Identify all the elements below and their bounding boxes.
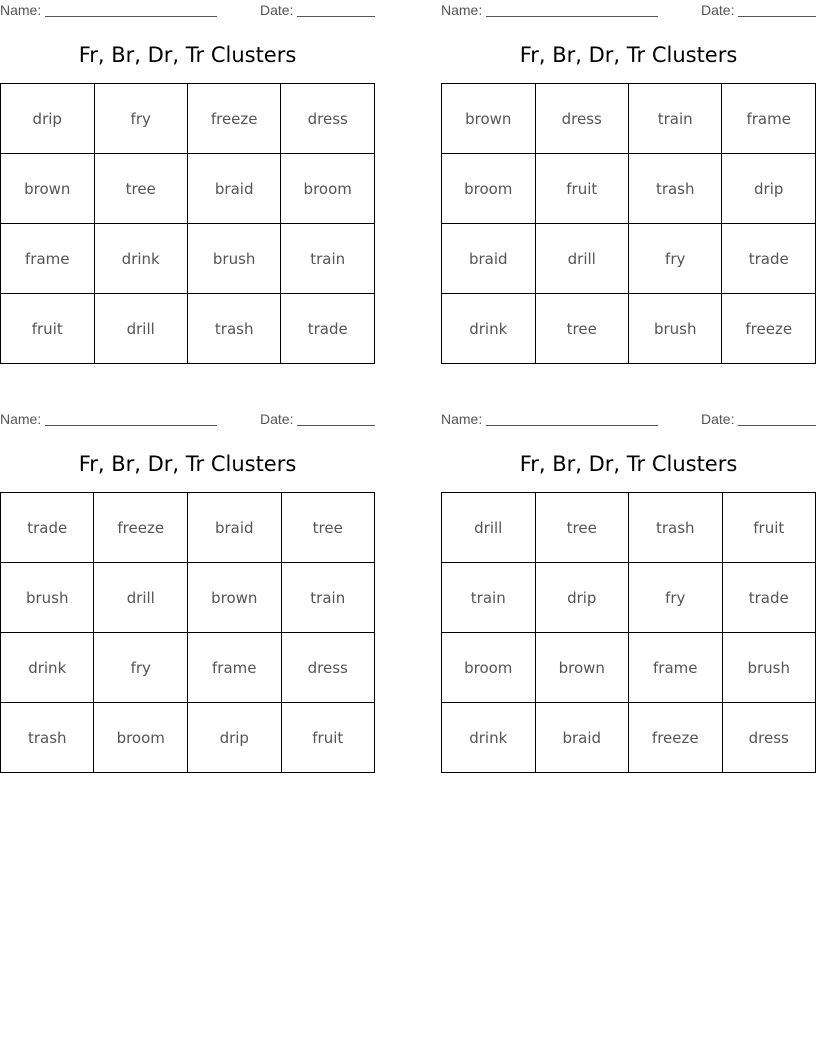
grid-row (442, 493, 816, 563)
bingo-grid (0, 492, 375, 773)
name-blank (45, 425, 217, 426)
grid-row (1, 493, 375, 563)
grid-cell: frame (629, 633, 723, 703)
grid-row (442, 224, 816, 294)
grid-row (1, 154, 375, 224)
grid-cell: trade (1, 493, 94, 563)
card-title: Fr, Br, Dr, Tr Clusters (519, 43, 738, 67)
name-date-header (441, 0, 816, 20)
name-date-header (0, 409, 375, 429)
name-label: Name: (0, 411, 42, 427)
grid-cell: drip (535, 563, 629, 633)
grid-cell: drink (1, 633, 94, 703)
date-label: Date: (260, 2, 294, 18)
date-blank (738, 425, 816, 426)
grid-cell: fruit (281, 703, 374, 773)
grid-cell: broom (442, 633, 536, 703)
card-title: Fr, Br, Dr, Tr Clusters (78, 43, 297, 67)
grid-cell: drink (94, 224, 187, 294)
name-blank (486, 425, 658, 426)
grid-cell: broom (281, 154, 375, 224)
grid-cell: broom (94, 703, 188, 773)
name-blank (486, 16, 658, 17)
grid-cell: drink (442, 294, 536, 364)
card-title: Fr, Br, Dr, Tr Clusters (519, 452, 738, 476)
grid-cell: brown (535, 633, 629, 703)
grid-cell: brush (187, 224, 281, 294)
grid-cell: braid (188, 493, 282, 563)
grid-cell: drip (1, 84, 95, 154)
grid-cell: drill (442, 493, 536, 563)
grid-cell: drip (188, 703, 282, 773)
name-blank (45, 16, 217, 17)
grid-cell: dress (281, 633, 374, 703)
grid-cell: trash (629, 493, 723, 563)
grid-cell: trash (187, 294, 281, 364)
grid-row (1, 294, 375, 364)
grid-row (442, 703, 816, 773)
grid-cell: fry (94, 633, 188, 703)
grid-cell: brown (188, 563, 282, 633)
grid-cell: freeze (94, 493, 188, 563)
grid-cell: frame (188, 633, 282, 703)
grid-row (442, 633, 816, 703)
grid-row (1, 563, 375, 633)
grid-cell: fruit (722, 493, 815, 563)
grid-cell: broom (442, 154, 536, 224)
grid-row (442, 563, 816, 633)
grid-cell: train (442, 563, 536, 633)
grid-cell: brown (1, 154, 95, 224)
grid-row (1, 224, 375, 294)
grid-cell: drill (535, 224, 628, 294)
grid-cell: fruit (1, 294, 95, 364)
grid-cell: tree (535, 493, 629, 563)
date-blank (738, 16, 816, 17)
grid-cell: tree (281, 493, 374, 563)
name-label: Name: (441, 411, 483, 427)
name-date-header (441, 409, 816, 429)
name-label: Name: (0, 2, 42, 18)
bingo-grid (441, 492, 816, 773)
grid-cell: brown (442, 84, 536, 154)
grid-cell: brush (1, 563, 94, 633)
date-blank (297, 425, 375, 426)
grid-cell: freeze (722, 294, 816, 364)
grid-cell: brush (628, 294, 721, 364)
grid-row (442, 154, 816, 224)
grid-cell: tree (94, 154, 187, 224)
bingo-grid (0, 83, 375, 364)
grid-row (442, 84, 816, 154)
grid-cell: fry (94, 84, 187, 154)
grid-cell: dress (281, 84, 375, 154)
grid-cell: train (281, 224, 375, 294)
grid-cell: train (628, 84, 721, 154)
card-title: Fr, Br, Dr, Tr Clusters (78, 452, 297, 476)
grid-cell: freeze (187, 84, 281, 154)
grid-cell: fry (628, 224, 721, 294)
name-label: Name: (441, 2, 483, 18)
grid-cell: trade (281, 294, 375, 364)
grid-cell: drill (94, 563, 188, 633)
date-label: Date: (701, 411, 735, 427)
grid-cell: tree (535, 294, 628, 364)
grid-cell: dress (722, 703, 815, 773)
grid-cell: fry (629, 563, 723, 633)
date-label: Date: (701, 2, 735, 18)
grid-cell: trade (722, 224, 816, 294)
grid-cell: train (281, 563, 374, 633)
grid-cell: braid (535, 703, 629, 773)
grid-cell: dress (535, 84, 628, 154)
grid-row (1, 703, 375, 773)
grid-cell: fruit (535, 154, 628, 224)
grid-cell: trash (628, 154, 721, 224)
date-label: Date: (260, 411, 294, 427)
grid-cell: drip (722, 154, 816, 224)
grid-row (442, 294, 816, 364)
date-blank (297, 16, 375, 17)
grid-row (1, 84, 375, 154)
grid-cell: freeze (629, 703, 723, 773)
grid-cell: braid (187, 154, 281, 224)
grid-cell: braid (442, 224, 536, 294)
grid-cell: brush (722, 633, 815, 703)
grid-row (1, 633, 375, 703)
grid-cell: frame (1, 224, 95, 294)
grid-cell: trade (722, 563, 815, 633)
grid-cell: frame (722, 84, 816, 154)
bingo-grid (441, 83, 816, 364)
name-date-header (0, 0, 375, 20)
grid-cell: drink (442, 703, 536, 773)
grid-cell: drill (94, 294, 187, 364)
grid-cell: trash (1, 703, 94, 773)
